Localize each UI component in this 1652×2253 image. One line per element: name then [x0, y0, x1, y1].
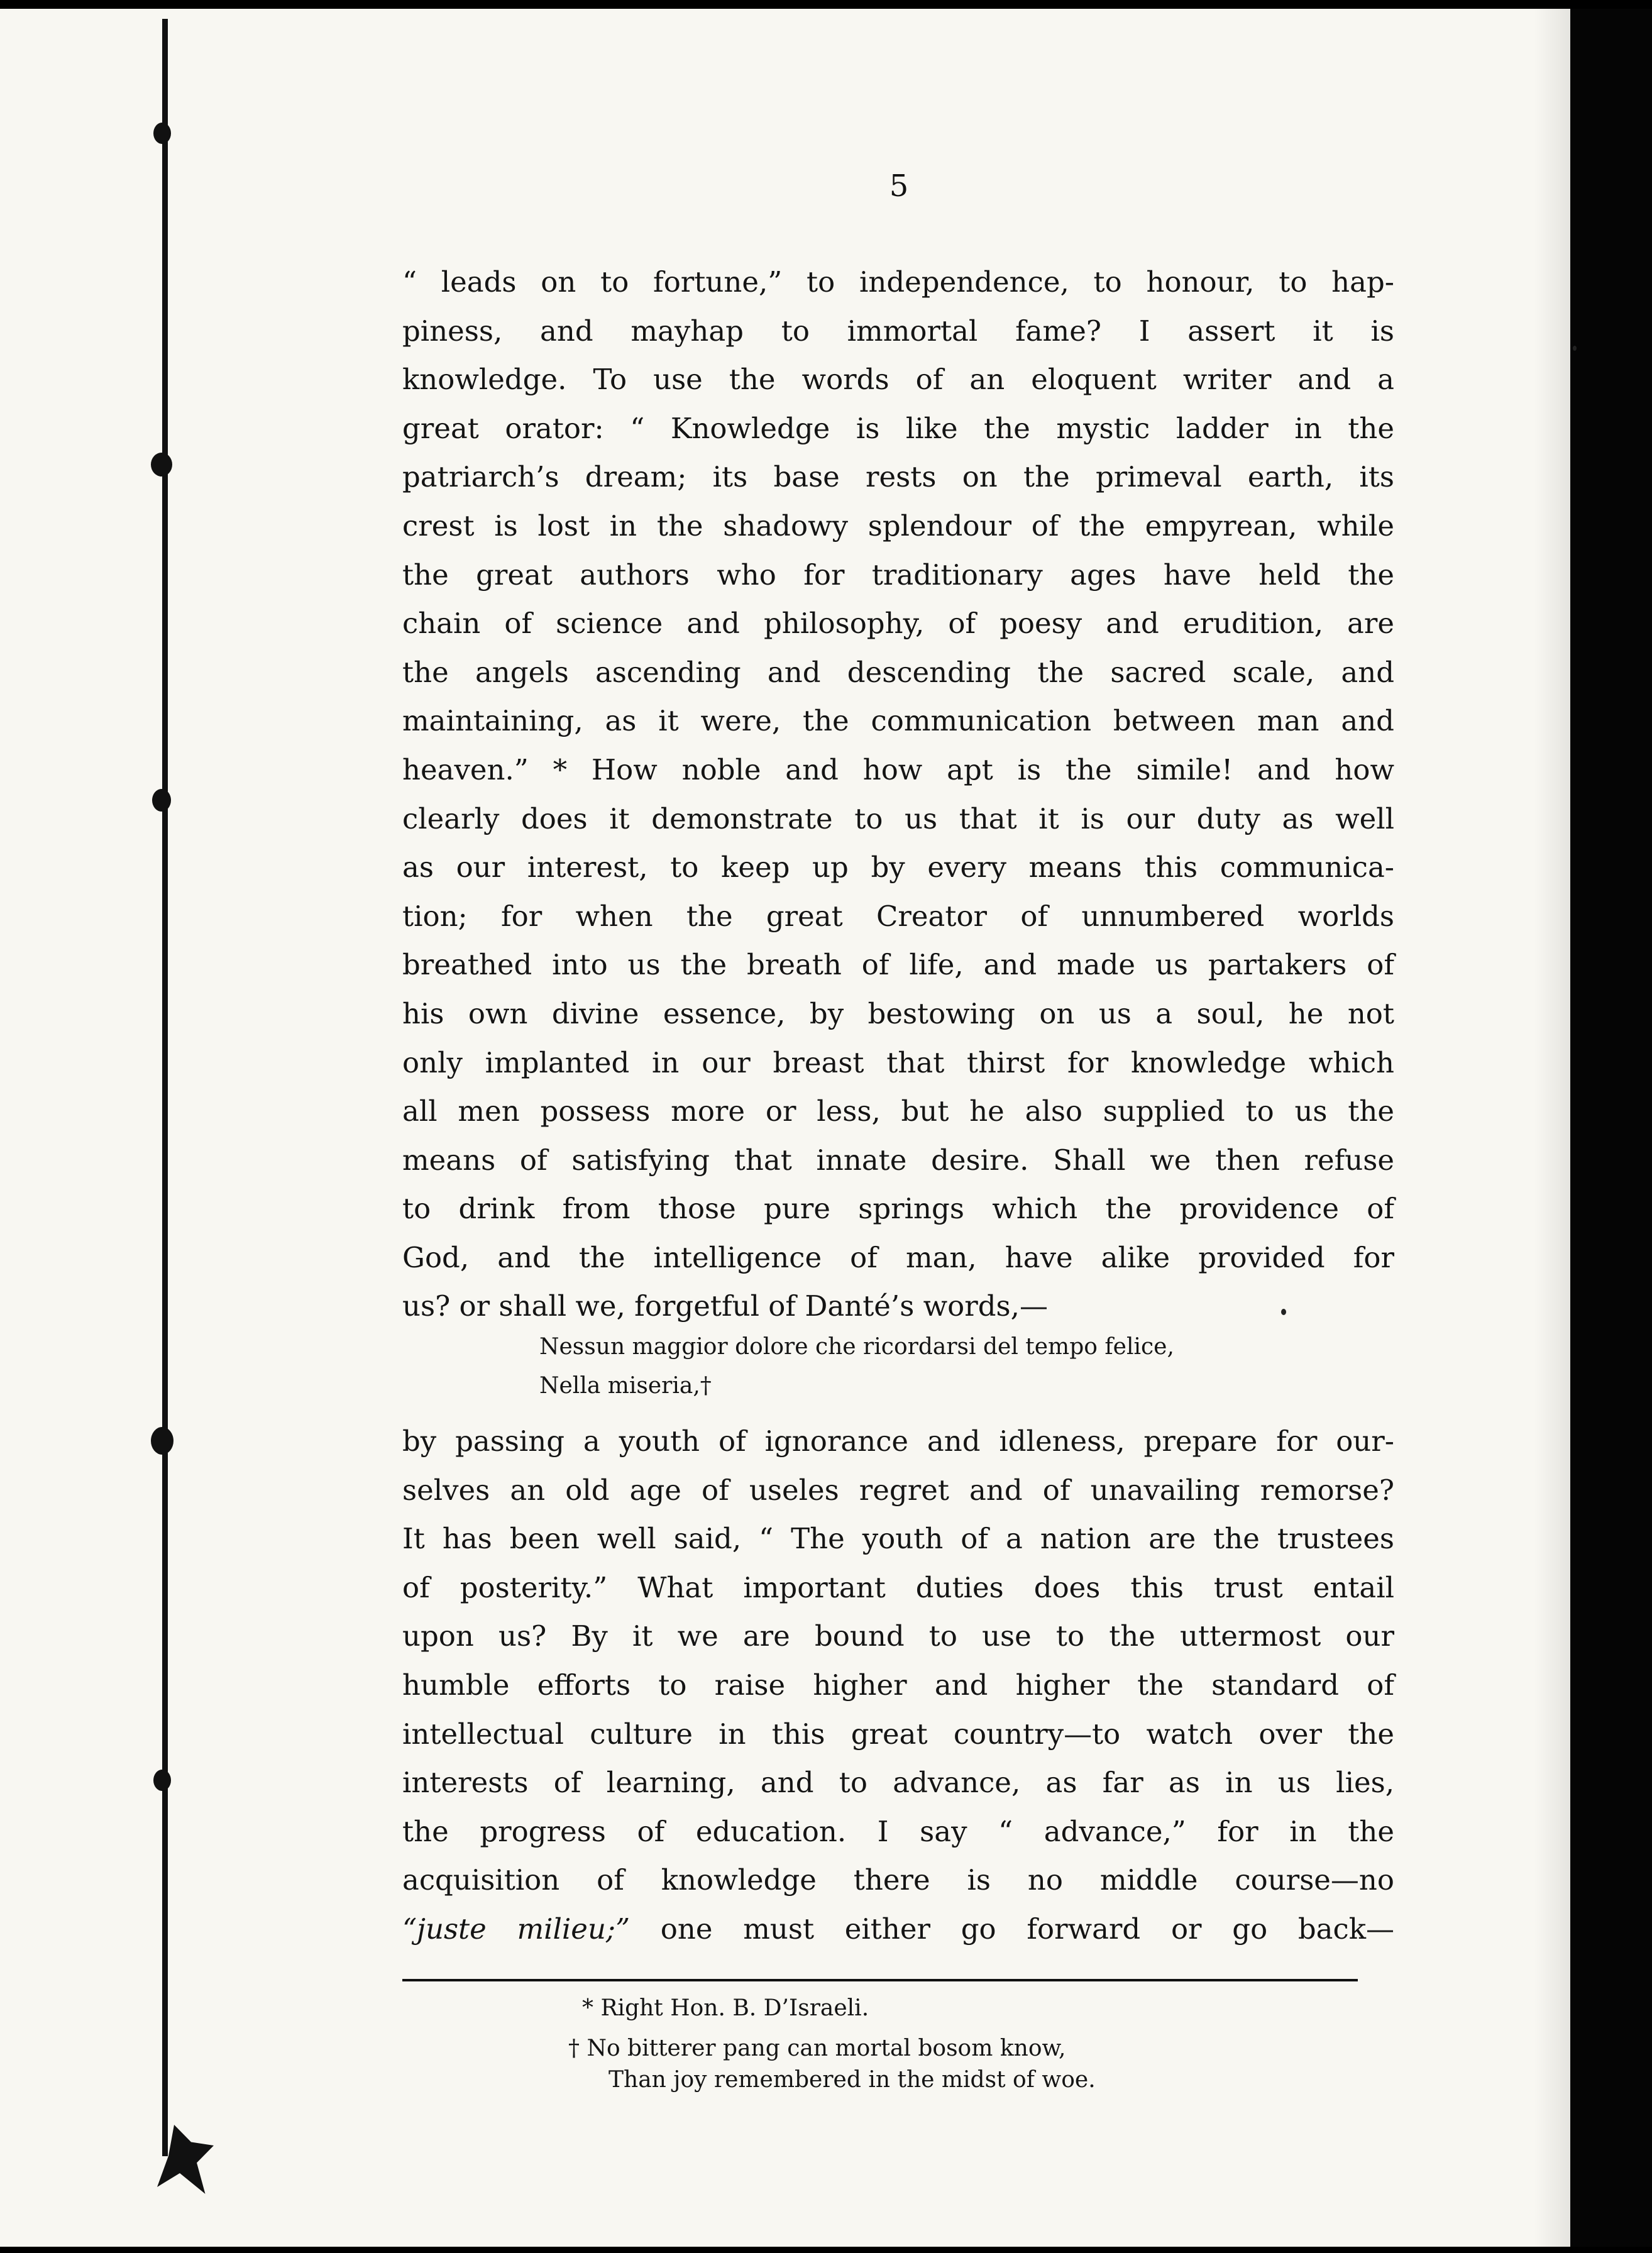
text-line: his own divine essence, by bestowing on us a soul, he not: [402, 996, 1394, 1030]
footnote-star: * Right Hon. B. D’Israeli.: [582, 1995, 869, 2021]
binding-stitch: [151, 1427, 173, 1455]
text-line: by passing a youth of ignorance and idleness, prepare for our-: [402, 1424, 1394, 1458]
footnote-dagger: † No bitterer pang can mortal bosom know,: [568, 2035, 1066, 2061]
text-line: piness, and mayhap to immortal fame? I assert it is: [402, 314, 1394, 348]
ink-speck: [1573, 346, 1577, 351]
scan-border-bottom: [0, 2247, 1652, 2253]
text-line: patriarch’s dream; its base rests on the primeval earth, its: [402, 460, 1394, 494]
text-line: the great authors who for traditionary ages have held the: [402, 558, 1394, 592]
text-line: knowledge. To use the words of an eloquent writer and a: [402, 363, 1394, 397]
scan-border-top: [0, 0, 1652, 9]
quote-line: Nella miseria,†: [539, 1373, 712, 1399]
text-line: to drink from those pure springs which the providence of: [402, 1192, 1394, 1226]
scan-border-right: [1570, 0, 1652, 2253]
text-line: [402, 1905, 1394, 1954]
text-line: upon us? By it we are bound to use to the uttermost our: [402, 1619, 1394, 1653]
footnote-dagger-continued: Than joy remembered in the midst of woe.: [608, 2067, 1096, 2093]
binding-stitch: [152, 789, 171, 812]
binding-stitch: [153, 1770, 171, 1791]
binding-stitch: [153, 123, 171, 144]
page-number: 5: [889, 168, 909, 204]
text-line: maintaining, as it were, the communication between man and: [402, 704, 1394, 738]
text-line: only implanted in our breast that thirst for knowledge which: [402, 1045, 1394, 1079]
text-line: It has been well said, “ The youth of a nation are the trustees: [402, 1522, 1394, 1556]
text-line: chain of science and philosophy, of poesy and erudition, are: [402, 607, 1394, 641]
text-line: selves an old age of useles regret and of unavailing remorse?: [402, 1473, 1394, 1507]
body-paragraph-continued: [402, 1417, 1394, 1954]
quote-line: Nessun maggior dolore che ricordarsi del tempo felice,: [539, 1334, 1174, 1360]
text-line: great orator: “ Knowledge is like the mystic ladder in the: [402, 411, 1394, 445]
paper-shadow: [1534, 0, 1570, 2247]
text-line: intellectual culture in this great country—to watch over the: [402, 1717, 1394, 1751]
text-line: as our interest, to keep up by every means this communica-: [402, 851, 1394, 884]
text-line: us? or shall we, forgetful of Danté’s words,—: [402, 1289, 1048, 1323]
text-line: God, and the intelligence of man, have alike provided for: [402, 1240, 1394, 1274]
text-line: crest is lost in the shadowy splendour of the empyrean, while: [402, 509, 1394, 543]
text-line: humble efforts to raise higher and higher the standard of: [402, 1668, 1394, 1702]
text-line: tion; for when the great Creator of unnumbered worlds: [402, 899, 1394, 933]
text-line: acquisition of knowledge there is no middle course—no: [402, 1863, 1394, 1897]
text-line: of posterity.” What important duties does this trust entail: [402, 1570, 1394, 1604]
text-line: clearly does it demonstrate to us that it is our duty as well: [402, 801, 1394, 835]
italic-phrase: “juste milieu;”: [402, 1912, 631, 1946]
text-line: “ leads on to fortune,” to independence, to honour, to hap-: [402, 265, 1394, 299]
text-line: breathed into us the breath of life, and made us partakers of: [402, 948, 1394, 982]
binding-stitch: [151, 453, 172, 476]
text-line: interests of learning, and to advance, as far as in us lies,: [402, 1766, 1394, 1800]
text-line: the angels ascending and descending the sacred scale, and: [402, 655, 1394, 689]
text-line: heaven.” * How noble and how apt is the simile! and how: [402, 752, 1394, 786]
footnote-divider: [402, 1979, 1358, 1981]
text-line: all men possess more or less, but he also supplied to us the: [402, 1094, 1394, 1128]
body-paragraph: [402, 258, 1394, 1331]
text-fragment: one must either go forward or go back—: [630, 1912, 1394, 1946]
binding-line: [162, 19, 168, 2156]
text-line: the progress of education. I say “ advance,” for in the: [402, 1814, 1394, 1848]
text-line: means of satisfying that innate desire. Shall we then refuse: [402, 1143, 1394, 1177]
